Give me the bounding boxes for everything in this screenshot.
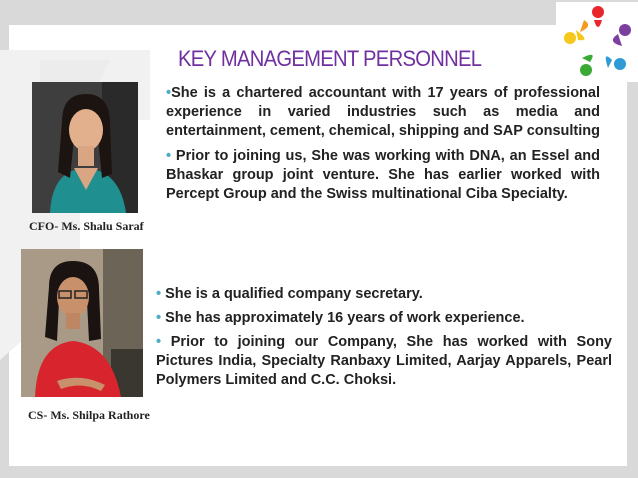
cfo-bullet-2: • Prior to joining us, She was working with DNA, an Essel and Bhaskar group joint venture. She has earlier worked with Percept Group and the Swiss multinational Ciba Specialty. (166, 148, 600, 202)
bullet-icon: • (156, 334, 162, 350)
cfo-description (166, 84, 600, 204)
cs-description (156, 285, 612, 390)
cs-bullet-3: • Prior to joining our Company, She has worked with Sony Pictures India, Specialty Ranbaxy Limited, Aarjay Apparels, Pearl Polymers Limited and C.C. Choksi. (156, 334, 612, 388)
bullet-icon: • (166, 85, 172, 101)
bullet-icon: • (166, 148, 172, 164)
cs-bullet-1: • She is a qualified company secretary. (156, 286, 423, 302)
cs-bullet-2: • She has approximately 16 years of work experience. (156, 310, 525, 326)
cs-photo (21, 249, 143, 397)
bullet-icon: • (156, 310, 162, 326)
bullet-icon: • (156, 286, 162, 302)
cfo-bullet-1: •She is a chartered accountant with 17 years of professional experience in varied industries such as media and entertainment, cement, chemical, shipping and SAP consulting (166, 85, 601, 139)
cfo-caption: CFO- Ms. Shalu Saraf (29, 219, 144, 233)
slide-title: KEY MANAGEMENT PERSONNEL (178, 46, 482, 71)
cs-caption: CS- Ms. Shilpa Rathore (28, 408, 150, 422)
cfo-photo (32, 82, 138, 213)
people-circle-logo-icon (556, 2, 638, 82)
